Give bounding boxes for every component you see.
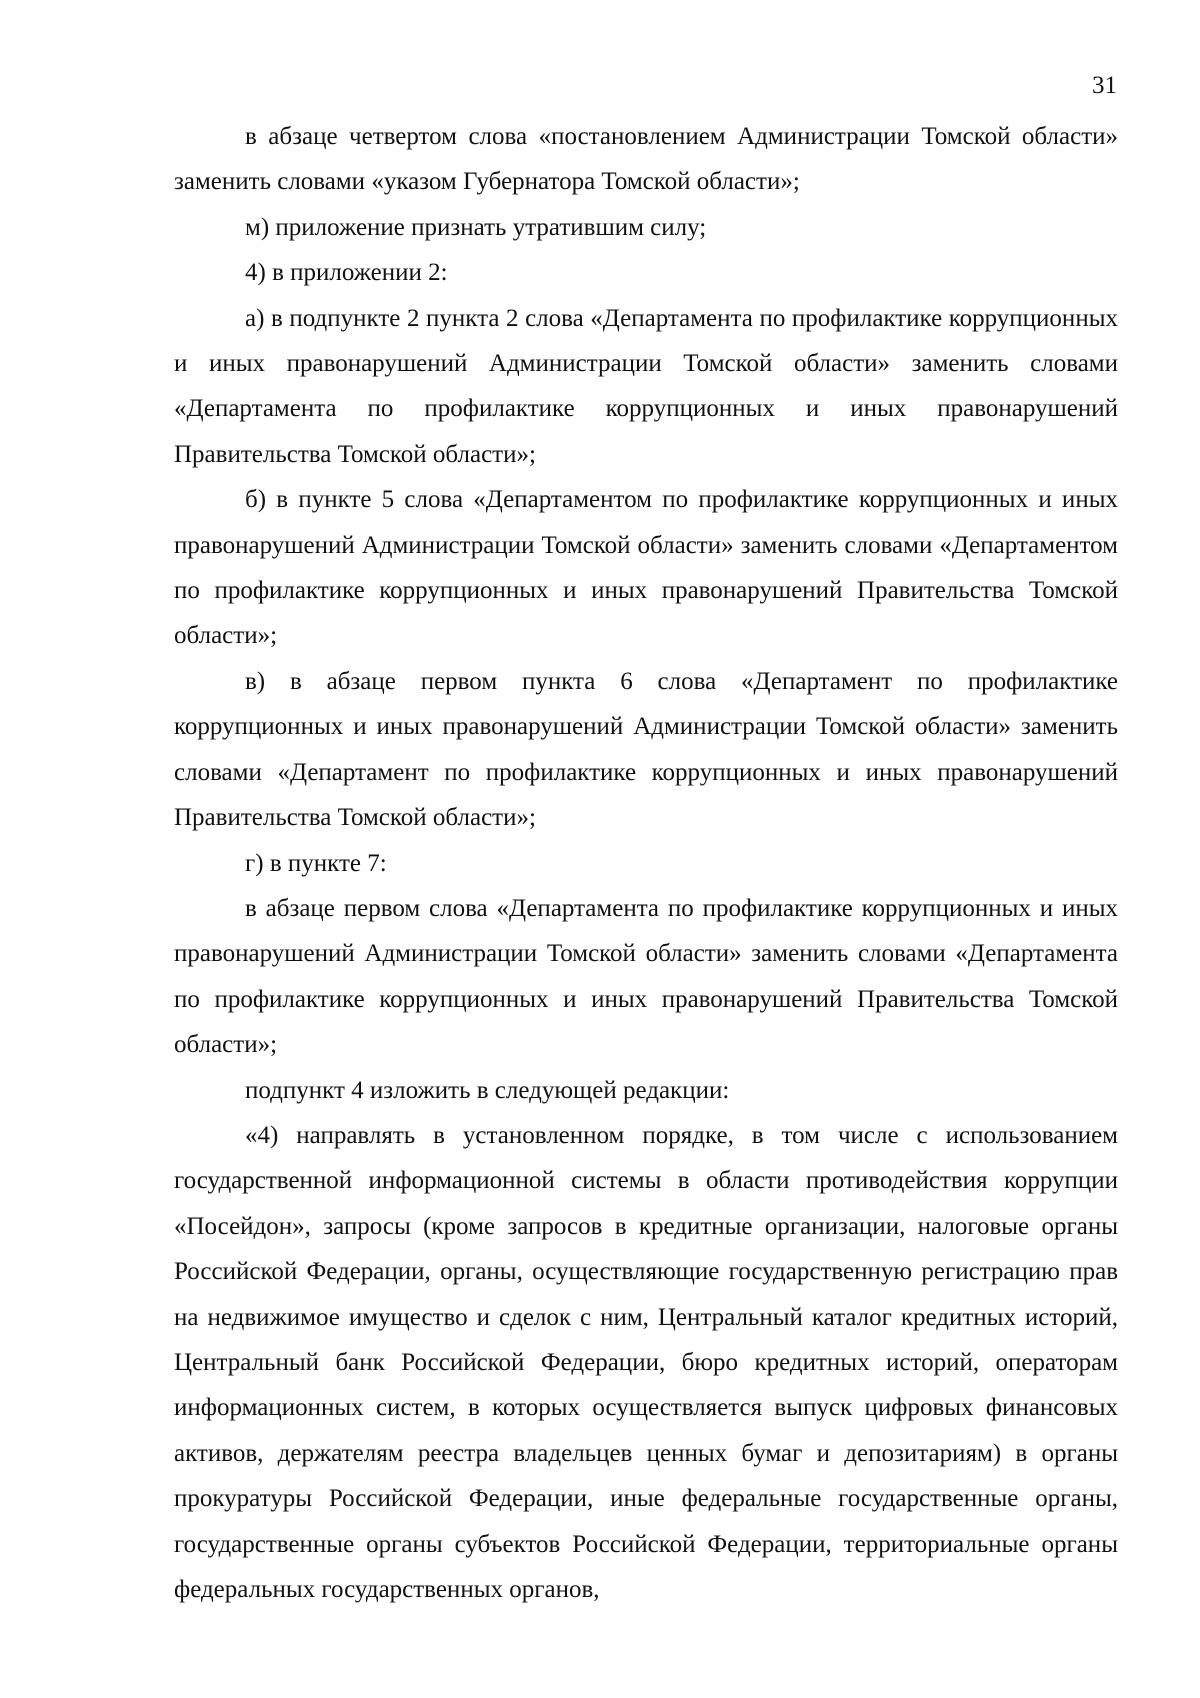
page-number: 31 [1092, 72, 1117, 99]
paragraph-subitem-a: а) в подпункте 2 пункта 2 слова «Департамента по профилактике коррупционных и иных правонарушений Администрации Томской области» заменить словами «Департамента по профилактике коррупционных и иных правонарушений Правительства Томской области»; [174, 304, 1118, 468]
document-body [174, 114, 1118, 1612]
paragraph-subitem-g: г) в пункте 7: [245, 849, 387, 877]
paragraph-abzac-pervyj: в абзаце первом слова «Департамента по профилактике коррупционных и иных правонарушений Администрации Томской области» заменить словами «Департамента по профилактике коррупционных и иных правонарушений Правительства Томской области»; [174, 894, 1118, 1059]
paragraph-item-m: м) приложение признать утратившим силу; [245, 213, 707, 241]
paragraph-podpunkt-4-text: «4) направлять в установленном порядке, в том числе с использованием государственной информационной системы в области противодействия коррупции «Посейдон», запросы (кроме запросов в кредитные организации, налоговые органы Российской Федерации, органы, осуществляющие государственную регистрацию прав на недвижимое имущество и сделок с ним, Центральный каталог кредитных историй, Центральный банк Российской Федерации, бюро кредитных историй, операторам информационных систем, в которых осуществляется выпуск цифровых финансовых активов, держателям реестра владельцев ценных бумаг и депозитариям) в органы прокуратуры Российской Федерации, иные федеральные государственные органы, государственные органы субъектов Российской Федерации, территориальные органы федеральных государственных органов, [174, 1121, 1118, 1603]
paragraph-item-4: 4) в приложении 2: [245, 259, 448, 287]
paragraph-subitem-v: в) в абзаце первом пункта 6 слова «Департамент по профилактике коррупционных и иных правонарушений Администрации Томской области» заменить словами «Департамент по профилактике коррупционных и иных правонарушений Правительства Томской области»; [174, 667, 1118, 832]
paragraph-podpunkt-4-intro: подпункт 4 изложить в следующей редакции: [245, 1076, 730, 1104]
paragraph-subitem-b: б) в пункте 5 слова «Департаментом по профилактике коррупционных и иных правонарушений Администрации Томской области» заменить словами «Департаментом по профилактике коррупционных и иных правонарушений Правительства Томской области»; [174, 486, 1118, 650]
paragraph-abzac-chetvertyj: в абзаце четвертом слова «постановлением Администрации Томской области» заменить словами «указом Губернатора Томской области»; [174, 123, 1118, 196]
